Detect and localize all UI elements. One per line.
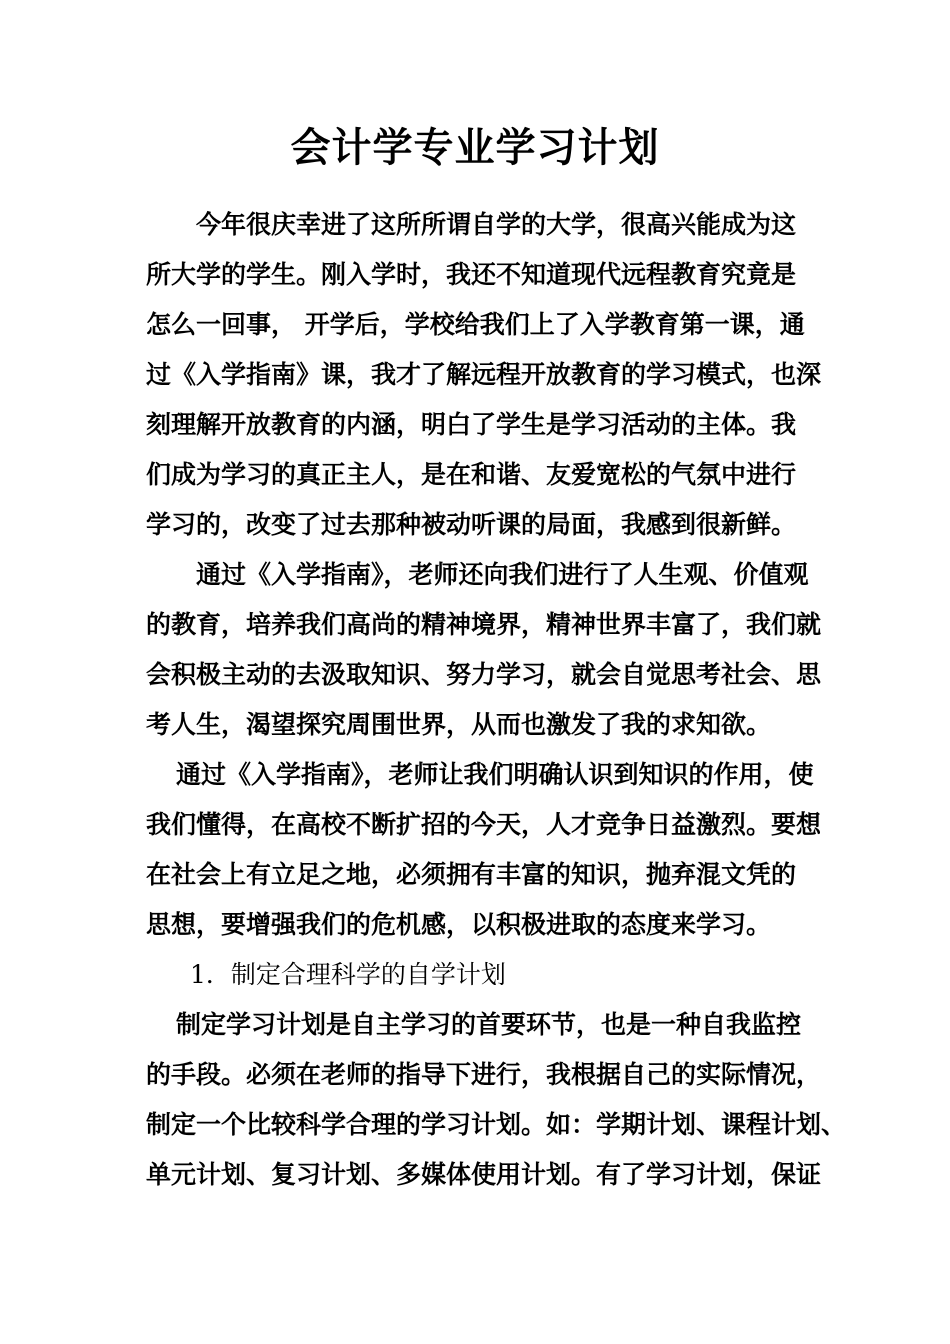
text-line: 刻理解开放教育的内涵，明白了学生是学习活动的主体。我: [146, 410, 797, 439]
text-line: 所大学的学生。刚入学时，我还不知道现代远程教育究竟是: [146, 260, 797, 289]
text-line: 通过《入学指南》，老师还向我们进行了人生观、价值观: [196, 560, 809, 589]
text-line: 在社会上有立足之地，必须拥有丰富的知识，抛弃混文凭的: [146, 860, 797, 889]
text-line: 过《入学指南》课，我才了解远程开放教育的学习模式，也深: [146, 360, 822, 389]
text-line: 制定一个比较科学合理的学习计划。如：学期计划、课程计划、: [146, 1110, 847, 1139]
text-line: 考人生，渴望探究周围世界，从而也激发了我的求知欲。: [146, 710, 772, 739]
text-line: 学习的，改变了过去那种被动听课的局面，我感到很新鲜。: [146, 510, 797, 539]
section-heading: 1．制定合理科学的自学计划: [190, 960, 506, 989]
text-line: 单元计划、复习计划、多媒体使用计划。有了学习计划，保证: [146, 1160, 822, 1189]
text-line: 通过《入学指南》，老师让我们明确认识到知识的作用，使: [176, 760, 814, 789]
text-line: 制定学习计划是自主学习的首要环节，也是一种自我监控: [176, 1010, 802, 1039]
text-line: 怎么一回事， 开学后，学校给我们上了入学教育第一课，通: [146, 310, 805, 339]
document-title: 会计学专业学习计划: [290, 124, 660, 171]
text-line: 会积极主动的去汲取知识、努力学习，就会自觉思考社会、思: [146, 660, 822, 689]
text-line: 的教育，培养我们高尚的精神境界，精神世界丰富了，我们就: [146, 610, 822, 639]
text-line: 我们懂得，在高校不断扩招的今天，人才竞争日益激烈。要想: [146, 810, 822, 839]
text-line: 的手段。必须在老师的指导下进行，我根据自己的实际情况，: [146, 1060, 822, 1089]
text-line: 今年很庆幸进了这所所谓自学的大学，很高兴能成为这: [196, 210, 797, 239]
text-line: 思想，要增强我们的危机感，以积极进取的态度来学习。: [146, 910, 772, 939]
text-line: 们成为学习的真正主人，是在和谐、友爱宽松的气氛中进行: [146, 460, 797, 489]
